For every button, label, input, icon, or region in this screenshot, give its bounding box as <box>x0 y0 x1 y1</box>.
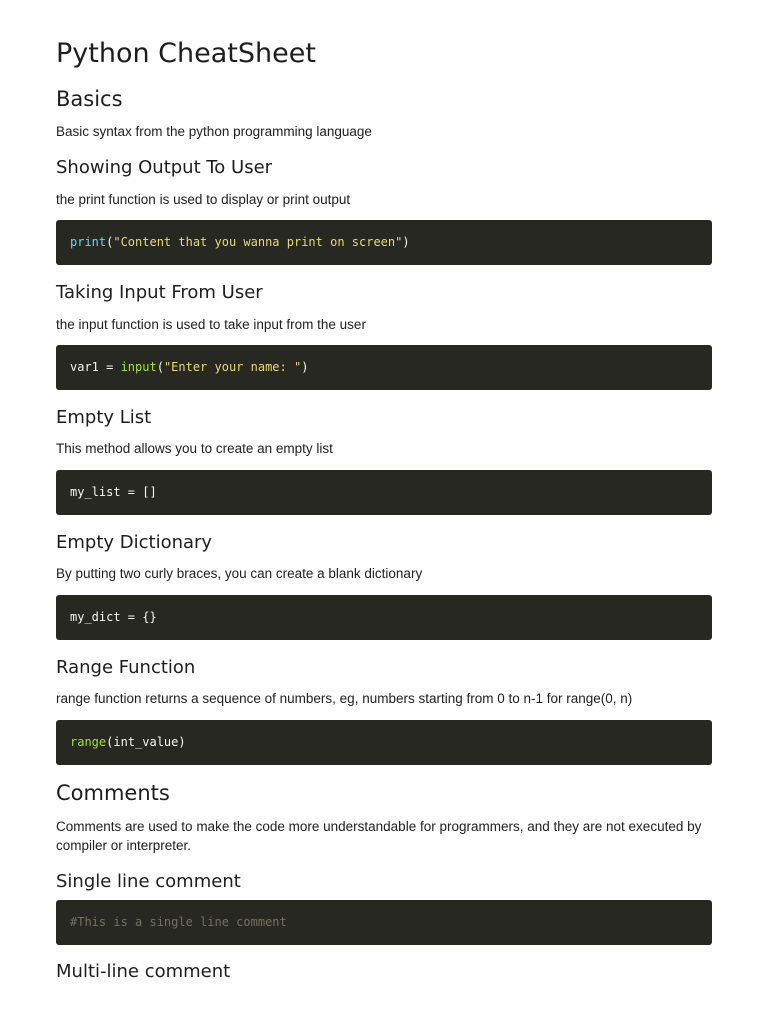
comments-description: Comments are used to make the code more understandable for programmers, and they are not executed by compiler or interpreter. <box>56 819 702 853</box>
code-range-func: range <box>70 735 107 749</box>
basics-description: Basic syntax from the python programming language <box>56 124 372 139</box>
code-comment: #This is a single line comment <box>70 915 287 929</box>
range-heading: Range Function <box>56 657 196 678</box>
empty-list-description: This method allows you to create an empty list <box>56 441 333 456</box>
output-heading: Showing Output To User <box>56 157 273 178</box>
comments-heading: Comments <box>56 781 170 805</box>
input-heading: Taking Input From User <box>56 282 263 303</box>
page-title: Python CheatSheet <box>56 38 316 69</box>
single-line-comment-code-block <box>56 900 712 945</box>
code-range-args: (int_value) <box>106 735 186 749</box>
empty-dict-code-block: my_dict = {} <box>56 595 712 640</box>
range-description: range function returns a sequence of numbers, eg, numbers starting from 0 to n-1 for range(0, n) <box>56 691 633 706</box>
empty-dict-description: By putting two curly braces, you can create a blank dictionary <box>56 566 423 581</box>
single-line-comment-heading: Single line comment <box>56 871 241 892</box>
range-code-block <box>56 720 712 765</box>
output-code-block <box>56 220 712 265</box>
code-assignment: var1 = <box>70 360 121 374</box>
code-close-paren: ) <box>301 360 309 374</box>
code-close-paren: ) <box>402 235 410 249</box>
empty-list-code-block: my_list = [] <box>56 470 712 515</box>
code-open-paren: ( <box>106 235 114 249</box>
code-string-arg: "Enter your name: " <box>163 360 302 374</box>
basics-heading: Basics <box>56 87 123 111</box>
multi-line-comment-heading: Multi-line comment <box>56 961 231 982</box>
code-input-func: input <box>120 360 157 374</box>
output-description: the print function is used to display or print output <box>56 192 351 207</box>
input-code-block <box>56 345 712 390</box>
empty-list-heading: Empty List <box>56 407 152 428</box>
code-string-arg: "Content that you wanna print on screen" <box>113 235 403 249</box>
code-open-paren: ( <box>156 360 164 374</box>
input-description: the input function is used to take input from the user <box>56 317 366 332</box>
empty-dict-heading: Empty Dictionary <box>56 532 213 553</box>
code-print-func: print <box>70 235 107 249</box>
